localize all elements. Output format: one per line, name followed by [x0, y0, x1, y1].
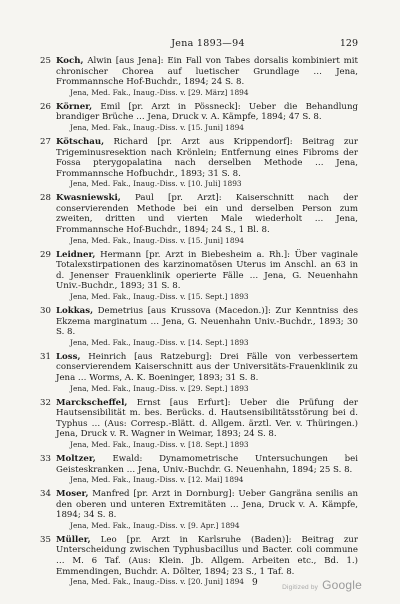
page-number: 129 [339, 38, 358, 49]
author-name: Marckscheffel, [56, 397, 128, 408]
dissertation-note: Jena, Med. Fak., Inaug.-Diss. v. [29. Sept.] 1893 [70, 383, 249, 393]
bibliography-entry [0, 193, 400, 245]
entry-number: 31 [40, 351, 51, 362]
dissertation-note: Jena, Med. Fak., Inaug.-Diss. v. [29. März] 1894 [70, 87, 249, 97]
bibliography-entry [0, 56, 400, 97]
bibliography-entry [0, 352, 400, 393]
dissertation-note: Jena, Med. Fak., Inaug.-Diss. v. [20. Juni] 1894 [70, 577, 244, 587]
header-title: Jena 1893—94 [171, 38, 245, 49]
dissertation-note: Jena, Med. Fak., Inaug.-Diss. v. [18. Sept.] 1893 [70, 439, 249, 449]
entry-text: Paul [pr. Arzt]: Kaiserschnitt nach der conservierenden Methode bei ein und derselben Person zum zweiten, dritten und vierten Male wiederholt … Jena, Frommannsche Hof-Buchdr., 1894; 24 S., 1 Bl. 8. [56, 193, 358, 236]
bibliography-entry [0, 454, 400, 485]
author-name: Loss, [56, 351, 81, 362]
entry-text: Ernst [aus Erfurt]: Ueber die Prüfung der Hautsensibilität m. bes. Berücks. d. Hautsensibilitätsstörung bei d. Typhus … (Aus: Corresp.-Blätt. d. Allgem. ärztl. Ver. v. Thüringen.) Jena, Druck v. R. Wagner in Weimar, 1893; 24 S. 8. [56, 397, 358, 440]
entry-number: 29 [40, 249, 51, 260]
google-logo-text: Google [322, 578, 362, 592]
entry-number: 34 [40, 489, 51, 500]
author-name: Moser, [56, 489, 89, 500]
entry-text: Alwin [aus Jena]: Ein Fall von Tabes dorsalis kombiniert mit chronischer Chorea auf luetischer Grundlage … Jena, Frommannsche Hof-Buchdr., 1894; 24 S. 8. [56, 56, 358, 88]
digitized-by-google-watermark [282, 578, 362, 592]
dissertation-note: Jena, Med. Fak., Inaug.-Diss. v. [9. Apr.] 1894 [70, 520, 240, 530]
entry-text: Emil [pr. Arzt in Pössneck]: Ueber die Behandlung brandiger Brüche … Jena, Druck v. A. Kämpfe, 1894; 47 S. 8. [56, 101, 358, 123]
entry-text: Hermann [pr. Arzt in Biebesheim a. Rh.]: Über vaginale Totalexstirpationen des karzinomatösen Uterus im Anschl. an 63 in d. Jenenser Frauenklinik operierte Fälle … Jena, G. Neuenhahn Univ.-Buchdr., 1893; 31 S. 8. [56, 249, 358, 292]
signature-mark: 9 [252, 578, 258, 588]
entry-number: 27 [40, 136, 51, 147]
author-name: Kötschau, [56, 136, 105, 147]
author-name: Leidner, [56, 249, 96, 260]
author-name: Koch, [56, 56, 84, 66]
dissertation-note: Jena, Med. Fak., Inaug.-Diss. v. [10. Juli] 1893 [70, 179, 242, 189]
bibliography-entry [0, 489, 400, 530]
dissertation-note: Jena, Med. Fak., Inaug.-Diss. v. [15. Juni] 1894 [70, 122, 244, 132]
dissertation-note: Jena, Med. Fak., Inaug.-Diss. v. [14. Sept.] 1893 [70, 337, 249, 347]
entry-number: 30 [40, 306, 51, 317]
entry-number: 33 [40, 453, 51, 464]
dissertation-note: Jena, Med. Fak., Inaug.-Diss. v. [15. Sept.] 1893 [70, 292, 249, 302]
author-name: Kwasniewski, [56, 193, 121, 204]
entry-number: 32 [40, 397, 51, 408]
entry-text: Heinrich [aus Ratzeburg]: Drei Fälle von verbessertem conservierendem Kaiserschnitt aus der Universitäts-Frauenklinik zu Jena … Worms, A. K. Boeninger, 1893; 31 S. 8. [56, 351, 358, 383]
bibliography-entry [0, 137, 400, 189]
entry-number: 26 [40, 101, 51, 112]
dissertation-note: Jena, Med. Fak., Inaug.-Diss. v. [12. Mai] 1894 [70, 475, 244, 485]
author-name: Moltzer, [56, 453, 96, 464]
bibliography-entry [0, 250, 400, 302]
author-name: Körner, [56, 101, 93, 112]
bibliography-entry [0, 102, 400, 133]
entry-text: Manfred [pr. Arzt in Dornburg]: Ueber Gangräna senilis an den oberen und unteren Extremitäten … Jena, Druck v. A. Kämpfe, 1894; 34 S. 8. [56, 489, 358, 521]
author-name: Lokkas, [56, 306, 94, 317]
entry-number: 35 [40, 534, 51, 545]
bibliography-list [0, 56, 400, 591]
entry-text: Demetrius [aus Krussova (Macedon.)]: Zur Kenntniss des Ekzema marginatum … Jena, G. Neuenhahn Univ.-Buchdr., 1893; 30 S. 8. [56, 306, 358, 338]
entry-text: Richard [pr. Arzt aus Krippendorf]: Beitrag zur Trigeminusresektion nach Krönlein; Entfernung eines Fibroms der Fossa pterygopalatina nach derselben Methode … Jena, Frommannsche Hofbuchdr., 1893; 31 S. 8. [56, 136, 358, 179]
entry-number: 28 [40, 193, 51, 204]
digitized-prefix: Digitized by [282, 584, 319, 591]
entry-text: Leo [pr. Arzt in Karlsruhe (Baden)]: Beitrag zur Unterscheidung zwischen Typhusbacillus und Bacter. coli commune … M. 6 Taf. (Aus: Klein. Jb. Allgem. Arbeiten etc., Bd. 1.) Emmendingen, Buchdr. A. Dölter, 1894; 23 S., 1 Taf. 8. [56, 534, 358, 577]
bibliography-entry [0, 398, 400, 450]
entry-number: 25 [40, 56, 51, 66]
bibliography-entry [0, 306, 400, 347]
running-header [58, 38, 358, 52]
author-name: Müller, [56, 534, 91, 545]
entry-text: Ewald: Dynamometrische Untersuchungen bei Geisteskranken … Jena, Univ.-Buchdr. G. Neuenhahn, 1894; 25 S. 8. [56, 453, 358, 475]
dissertation-note: Jena, Med. Fak., Inaug.-Diss. v. [15. Juni] 1894 [70, 235, 244, 245]
